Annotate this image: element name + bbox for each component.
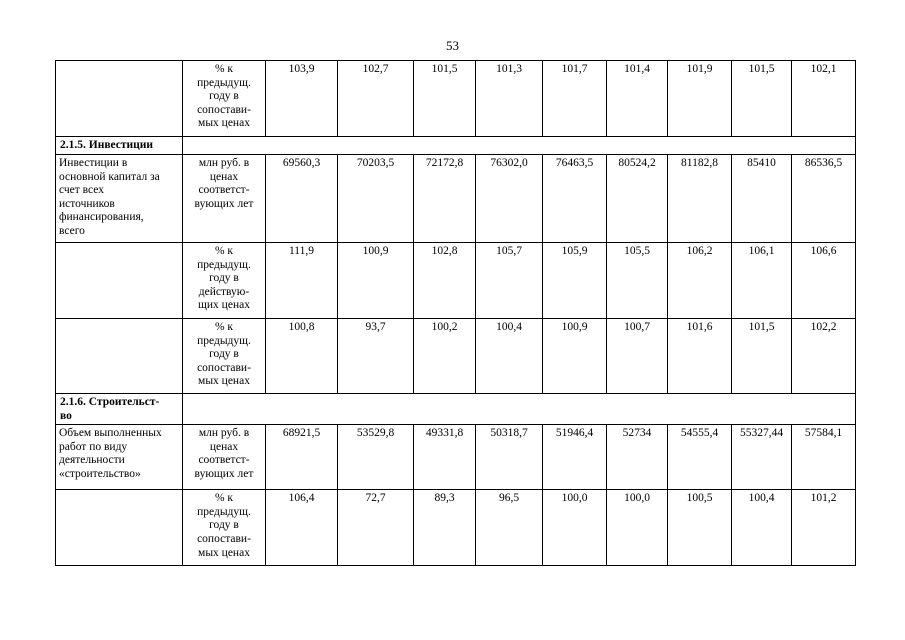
cell-line: предыдущ. — [197, 76, 251, 89]
indicator-cell — [56, 425, 183, 490]
table-row — [56, 155, 856, 243]
indicator-cell — [56, 155, 183, 243]
cell-line: млн руб. в — [198, 427, 250, 440]
value-cell: 100,8 — [266, 319, 338, 394]
value-cell: 52734 — [607, 425, 668, 490]
table-row — [56, 425, 856, 490]
value-cell: 101,9 — [668, 61, 732, 137]
cell-line: мых ценах — [198, 117, 250, 130]
cell-line: Объем выполненных — [59, 427, 162, 440]
indicator-cell — [56, 243, 183, 319]
value-cell: 101,6 — [668, 319, 732, 394]
value-cell: 76302,0 — [476, 155, 543, 243]
value-cell: 69560,3 — [266, 155, 338, 243]
forecast-table — [55, 60, 856, 566]
cell-line: действую- — [198, 285, 250, 298]
value-cell: 72,7 — [338, 490, 414, 566]
cell-line: деятельности — [59, 454, 125, 467]
value-cell: 80524,2 — [607, 155, 668, 243]
value-cell: 101,7 — [543, 61, 607, 137]
table-body — [56, 61, 856, 566]
value-cell: 100,9 — [338, 243, 414, 319]
value-cell: 101,5 — [414, 61, 476, 137]
cell-line: сопостави- — [197, 361, 251, 374]
value-cell: 111,9 — [266, 243, 338, 319]
value-cell: 100,9 — [543, 319, 607, 394]
value-cell: 100,4 — [732, 490, 792, 566]
cell-line: предыдущ. — [197, 505, 251, 518]
cell-line: предыдущ. — [197, 258, 251, 271]
value-cell: 102,8 — [414, 243, 476, 319]
value-cell: 106,1 — [732, 243, 792, 319]
unit-cell — [183, 490, 266, 566]
value-cell: 57584,1 — [792, 425, 856, 490]
cell-line: сопостави- — [197, 532, 251, 545]
value-cell: 100,4 — [476, 319, 543, 394]
cell-line: % к — [214, 492, 234, 505]
table-row — [56, 61, 856, 137]
value-cell: 101,5 — [732, 61, 792, 137]
cell-line: % к — [214, 63, 234, 75]
value-cell: 105,9 — [543, 243, 607, 319]
cell-line: вующих лет — [194, 197, 254, 210]
value-cell: 102,7 — [338, 61, 414, 137]
section-filler — [183, 137, 856, 155]
value-cell: 70203,5 — [338, 155, 414, 243]
cell-line: ценах — [209, 170, 239, 183]
page-number: 53 — [446, 38, 459, 53]
value-cell: 103,9 — [266, 61, 338, 137]
value-cell: 68921,5 — [266, 425, 338, 490]
value-cell: 54555,4 — [668, 425, 732, 490]
table-row — [56, 490, 856, 566]
value-cell: 105,5 — [607, 243, 668, 319]
cell-line: % к — [214, 321, 234, 333]
value-cell: 89,3 — [414, 490, 476, 566]
value-cell: 106,6 — [792, 243, 856, 319]
value-cell: 106,2 — [668, 243, 732, 319]
value-cell: 93,7 — [338, 319, 414, 394]
unit-cell — [183, 61, 266, 137]
value-cell: 100,5 — [668, 490, 732, 566]
cell-line: вующих лет — [194, 467, 254, 480]
value-cell: 50318,7 — [476, 425, 543, 490]
indicator-cell — [56, 319, 183, 394]
cell-line: щих ценах — [198, 299, 250, 312]
value-cell: 105,7 — [476, 243, 543, 319]
indicator-cell — [56, 490, 183, 566]
cell-line: году в — [209, 348, 239, 361]
cell-line: соответст- — [198, 454, 250, 467]
cell-line: 2.1.6. Строительст- — [60, 396, 160, 408]
cell-line: основной капитал за — [59, 170, 160, 183]
cell-line: году в — [209, 272, 239, 285]
value-cell: 76463,5 — [543, 155, 607, 243]
section-title — [56, 394, 183, 425]
cell-line: источников — [59, 197, 115, 210]
section-row — [56, 394, 856, 425]
cell-line: году в — [209, 90, 239, 103]
value-cell: 51946,4 — [543, 425, 607, 490]
table-row — [56, 243, 856, 319]
value-cell: 86536,5 — [792, 155, 856, 243]
value-cell: 100,0 — [607, 490, 668, 566]
cell-line: ценах — [209, 440, 239, 453]
cell-line: млн руб. в — [198, 157, 250, 169]
section-title — [56, 137, 183, 155]
value-cell: 81182,8 — [668, 155, 732, 243]
value-cell: 100,2 — [414, 319, 476, 394]
table-row — [56, 319, 856, 394]
value-cell: 49331,8 — [414, 425, 476, 490]
value-cell: 101,4 — [607, 61, 668, 137]
value-cell: 53529,8 — [338, 425, 414, 490]
value-cell: 102,2 — [792, 319, 856, 394]
value-cell: 100,0 — [543, 490, 607, 566]
value-cell: 101,3 — [476, 61, 543, 137]
cell-line: счет всех — [59, 184, 104, 197]
cell-line: 2.1.5. Инвестиции — [60, 139, 154, 151]
unit-cell — [183, 319, 266, 394]
value-cell: 101,5 — [732, 319, 792, 394]
value-cell: 72172,8 — [414, 155, 476, 243]
value-cell: 101,2 — [792, 490, 856, 566]
cell-line: Инвестиции в — [59, 157, 128, 169]
cell-line: работ по виду — [59, 440, 128, 453]
unit-cell — [183, 155, 266, 243]
cell-line: «строительство» — [59, 467, 141, 480]
section-row — [56, 137, 856, 155]
unit-cell — [183, 425, 266, 490]
cell-line: финансирования, — [59, 211, 144, 224]
cell-line: соответст- — [198, 184, 250, 197]
cell-line: % к — [214, 245, 234, 257]
indicator-cell — [56, 61, 183, 137]
value-cell: 100,7 — [607, 319, 668, 394]
cell-line: мых ценах — [198, 375, 250, 388]
value-cell: 85410 — [732, 155, 792, 243]
cell-line: всего — [59, 224, 85, 237]
value-cell: 96,5 — [476, 490, 543, 566]
cell-line: году в — [209, 519, 239, 532]
cell-line: предыдущ. — [197, 334, 251, 347]
cell-line: во — [60, 409, 72, 422]
value-cell: 106,4 — [266, 490, 338, 566]
unit-cell — [183, 243, 266, 319]
cell-line: мых ценах — [198, 546, 250, 559]
value-cell: 102,1 — [792, 61, 856, 137]
value-cell: 55327,44 — [732, 425, 792, 490]
cell-line: сопостави- — [197, 103, 251, 116]
section-filler — [183, 394, 856, 425]
